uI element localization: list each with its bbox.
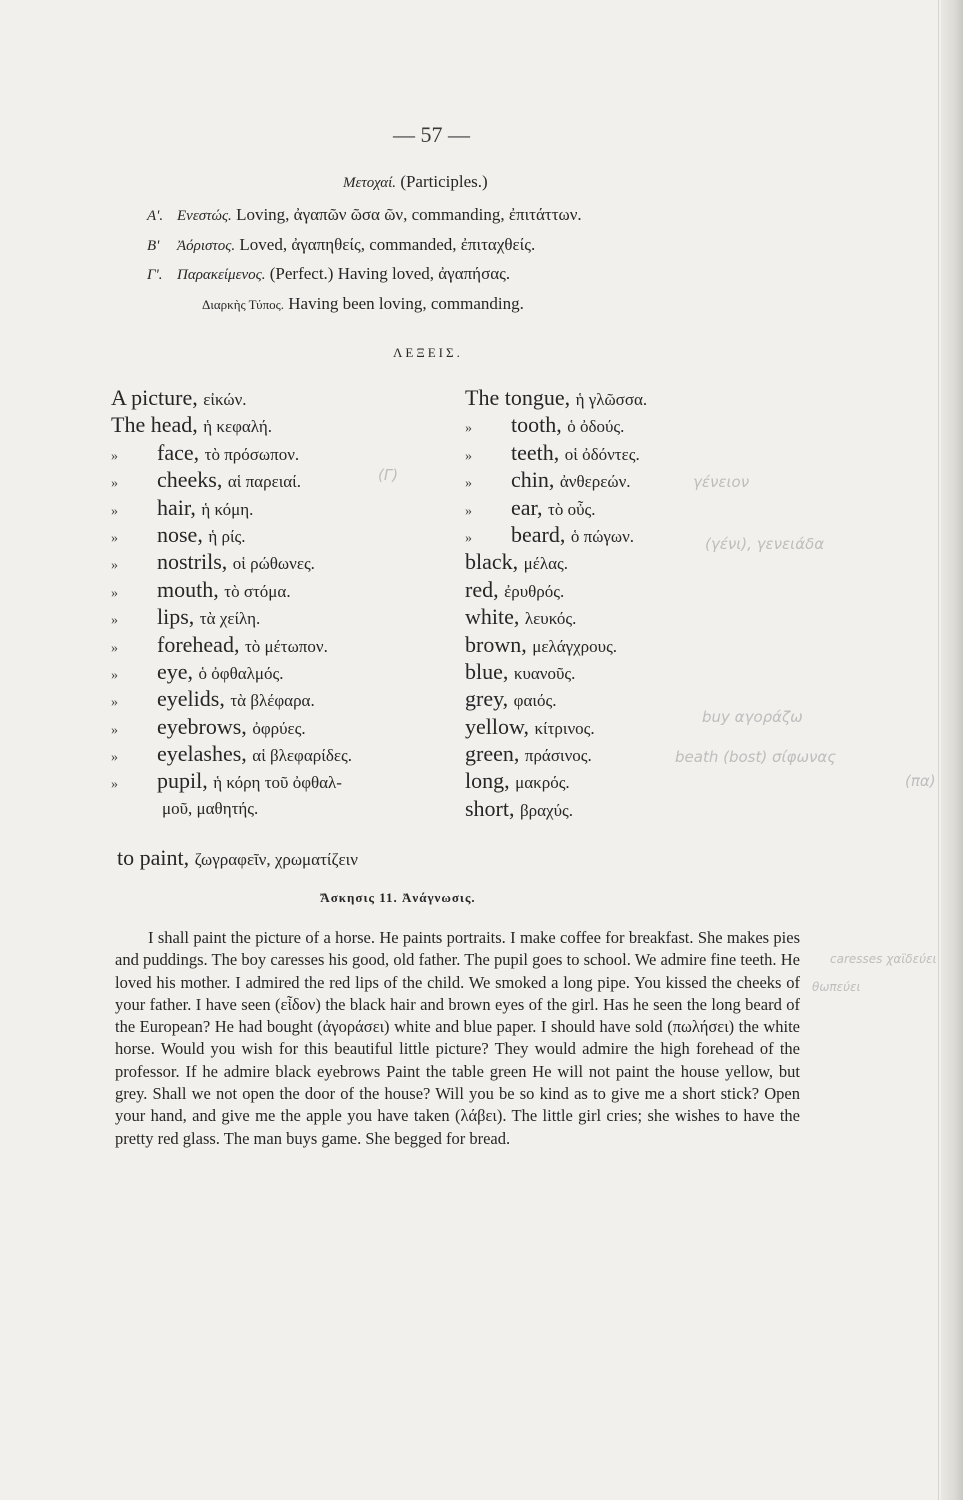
vocab-right-item: red, ἐρυθρός. [465, 576, 565, 602]
to-paint-entry: to paint, ζωγραφεῖν, χρωματίζειν [117, 845, 358, 870]
vocab-right-item: white, λευκός. [465, 604, 577, 630]
vocab-left-item: » eyebrows, ὀφρύες. [111, 713, 306, 739]
participles-title-english: (Participles.) [400, 172, 488, 191]
vocab-left-item: The head, ἡ κεφαλή. [111, 412, 273, 438]
vocab-right-item: » ear, τὸ οὖς. [465, 494, 596, 520]
vocab-right-item: » chin, ἀνθερεών. [465, 467, 631, 493]
pencil-note: (γένι), γενειάδα [705, 535, 825, 553]
vocab-left-item: » mouth, τὸ στόμα. [111, 576, 291, 602]
lexeis-heading: ΛΕΞΕΙΣ. [393, 345, 463, 360]
vocab-left-item: » forehead, τὸ μέτωπον. [111, 631, 328, 657]
pencil-note: buy αγοράζω [702, 708, 803, 726]
participle-row-present: Α'. Ενεστώς. Loving, ἀγαπῶν ῶσα ῶν, commanding, ἐπιτάττων. [147, 205, 582, 224]
pencil-note: beath (bost) σίφωνας [675, 748, 837, 766]
page-number: — 57 — [393, 122, 470, 147]
vocab-right-item: green, πράσινος. [465, 741, 592, 767]
participle-row-perfect: Γ'. Παρακείμενος. (Perfect.) Having loved, ἀγαπήσας. [147, 264, 511, 283]
page-edge-line [938, 0, 939, 1500]
participle-row-continuous: Διαρκὴς Τύπος. Having been loving, commanding. [202, 294, 524, 313]
vocab-right-item: long, μακρός. [465, 768, 570, 794]
vocab-right-item: black, μέλας. [465, 549, 569, 575]
participle-row-aorist: Β' Ἀόριστος. Loved, ἀγαπηθείς, commanded, ἐπιταχθείς. [147, 235, 536, 254]
pencil-note: caresses χαϊδεύει [830, 952, 937, 966]
vocab-right-item: » beard, ὁ πώγων. [465, 521, 635, 547]
vocab-right-item: The tongue, ἡ γλῶσσα. [465, 385, 648, 410]
vocab-right-item: grey, φαιός. [465, 686, 557, 712]
pencil-note: γένειον [693, 473, 750, 491]
vocab-left-item: » lips, τὰ χείλη. [111, 604, 261, 630]
vocab-right-item: blue, κυανοῦς. [465, 658, 576, 684]
vocab-left-item: » pupil, ἡ κόρη τοῦ ὀφθαλ- [111, 768, 342, 794]
vocab-right-item: » teeth, οἱ ὀδόντες. [465, 439, 640, 465]
exercise-text: I shall paint the picture of a horse. He paints portraits. I make coffee for breakfast. She makes pies and puddings. The boy caresses his good, old father. The pupil goes to school. We admire fine teeth. He loved his mother. I admired the red lips of the child. We smoked a long pipe. You kissed the cheeks of your father. I have seen (εἶδον) the black hair and brown eyes of the girl. Has he seen the long beard of the European? He had bought (ἀγοράσει) white and blue paper. I should have sold (πωλήσει) the white horse. Would you wish for this beautiful little picture? They would admire the high forehead of the professor. If he admire black eyebrows Paint the table green He will not paint the house yellow, but grey. Shall we not open the door of the house? Will you be so kind as to give me a short stick? Open your hand, and give me the apple you have taken (λάβει). The little girl cries; she wishes to have the pretty red glass. The man buys game. She begged for bread. [115, 928, 800, 1148]
vocab-left-item: » eye, ὁ ὀφθαλμός. [111, 658, 284, 684]
participles-title-greek: Μετοχαί. [343, 175, 397, 191]
pencil-note: θωπεύει [812, 980, 861, 994]
vocab-left-continuation: μοῦ, μαθητής. [162, 798, 259, 818]
vocab-right-item: short, βραχύς. [465, 795, 573, 821]
vocab-right-item: yellow, κίτρινος. [465, 713, 595, 739]
participles-title [343, 172, 488, 192]
vocab-left-item: » face, τὸ πρόσωπον. [111, 439, 300, 465]
exercise-heading: Ἄσκησις 11. Ἀνάγνωσις. [320, 890, 476, 905]
vocab-left-item: A picture, εἰκών. [111, 385, 247, 410]
pencil-note: (Γ) [378, 466, 399, 484]
pencil-note: (πα) [905, 772, 936, 790]
vocab-left-item: » eyelids, τὰ βλέφαρα. [111, 686, 315, 712]
vocab-right-item: » tooth, ὁ ὀδούς. [465, 412, 625, 438]
vocab-right-item: brown, μελάγχρους. [465, 631, 618, 657]
vocab-left-item: » nose, ἡ ρίς. [111, 521, 246, 547]
book-spine [941, 0, 963, 1500]
vocab-left-item: » nostrils, οἱ ρώθωνες. [111, 549, 315, 575]
vocab-left-column [111, 384, 352, 822]
vocab-left-item: » cheeks, αἱ παρειαί. [111, 467, 302, 493]
vocab-left-item: » hair, ἡ κόμη. [111, 494, 254, 520]
vocab-right-column [465, 384, 647, 822]
vocab-left-item: » eyelashes, αἱ βλεφαρίδες. [111, 741, 352, 767]
